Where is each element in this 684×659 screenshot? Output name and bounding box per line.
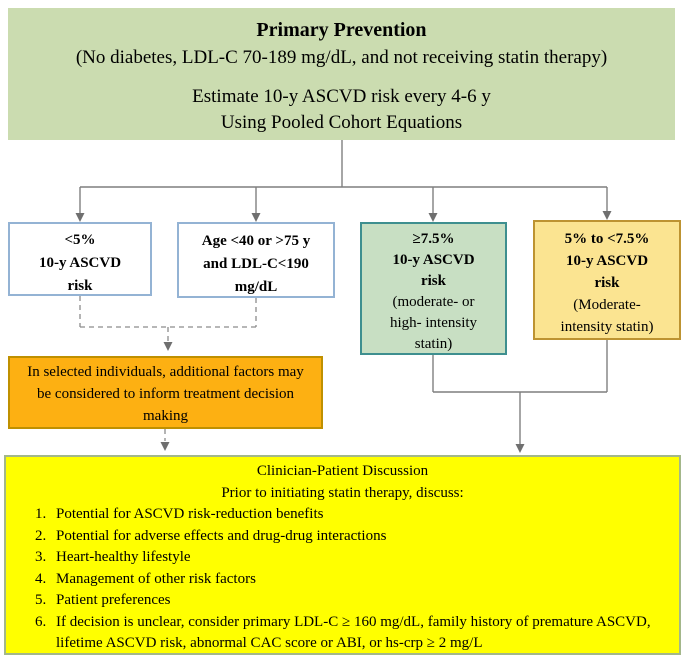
discussion-list-item: 4. Management of other risk factors [50, 569, 665, 591]
down-arrowhead-icon [252, 213, 261, 222]
risk-box-intermediate [533, 220, 681, 340]
risk-box-line: risk [594, 275, 620, 291]
risk-box-line: and LDL-C<190 [203, 256, 309, 272]
down-arrowhead-icon [76, 213, 85, 222]
clinician-patient-discussion-box [4, 455, 681, 655]
risk-box-note-line: (Moderate- [573, 297, 641, 313]
risk-box-low [8, 222, 152, 296]
risk-box-line: 5% to <7.5% [564, 231, 650, 247]
header-title: Primary Prevention [256, 19, 427, 41]
header-action-line: Using Pooled Cohort Equations [220, 112, 463, 133]
risk-box-age-ldl [177, 222, 335, 298]
header-criteria: (No diabetes, LDL-C 70-189 mg/dL, and not receiving statin therapy) [75, 47, 608, 68]
down-arrowhead-icon [164, 342, 173, 351]
risk-box-line: ≥7.5% [412, 231, 455, 247]
down-arrowhead-icon [429, 213, 438, 222]
primary-prevention-header-box [8, 8, 675, 140]
down-arrowhead-icon [603, 211, 612, 220]
risk-box-line: mg/dL [234, 279, 278, 295]
discussion-list-item: 1. Potential for ASCVD risk-reduction benefits [50, 504, 665, 526]
risk-box-high [360, 222, 507, 355]
discussion-list-item: 2. Potential for adverse effects and drug-drug interactions [50, 526, 665, 548]
additional-factors-text: In selected individuals, additional factors may be considered to inform treatment decision making [27, 364, 304, 424]
risk-box-line: 10-y ASCVD [392, 252, 475, 268]
risk-box-note-line: (moderate- or [392, 294, 475, 310]
discussion-list [6, 504, 679, 655]
risk-box-note-line: high- intensity [389, 315, 478, 331]
risk-box-line: 10-y ASCVD [38, 255, 122, 271]
risk-box-line: 10-y ASCVD [565, 253, 649, 269]
risk-box-line: risk [67, 278, 93, 294]
down-arrowhead-icon [161, 442, 170, 451]
risk-box-line: Age <40 or >75 y [201, 233, 311, 249]
risk-box-line: risk [420, 273, 446, 289]
discussion-list-item: 5. Patient preferences [50, 590, 665, 612]
down-arrowhead-icon [516, 444, 525, 453]
discussion-subheading: Prior to initiating statin therapy, discuss: [221, 484, 464, 501]
risk-box-line: <5% [64, 232, 96, 248]
discussion-list-item: 3. Heart-healthy lifestyle [50, 547, 665, 569]
header-action-line: Estimate 10-y ASCVD risk every 4-6 y [192, 86, 491, 107]
discussion-heading: Clinician-Patient Discussion [256, 463, 429, 479]
risk-box-note-line: statin) [414, 336, 453, 352]
discussion-list-item: 6. If decision is unclear, consider primary LDL-C ≥ 160 mg/dL, family history of premature ASCVD, lifetime ASCVD risk, abnormal CAC score or ABI, or hs-crp ≥ 2 mg/L [50, 612, 665, 655]
additional-factors-box [8, 356, 323, 429]
risk-box-note-line: intensity statin) [560, 319, 654, 335]
